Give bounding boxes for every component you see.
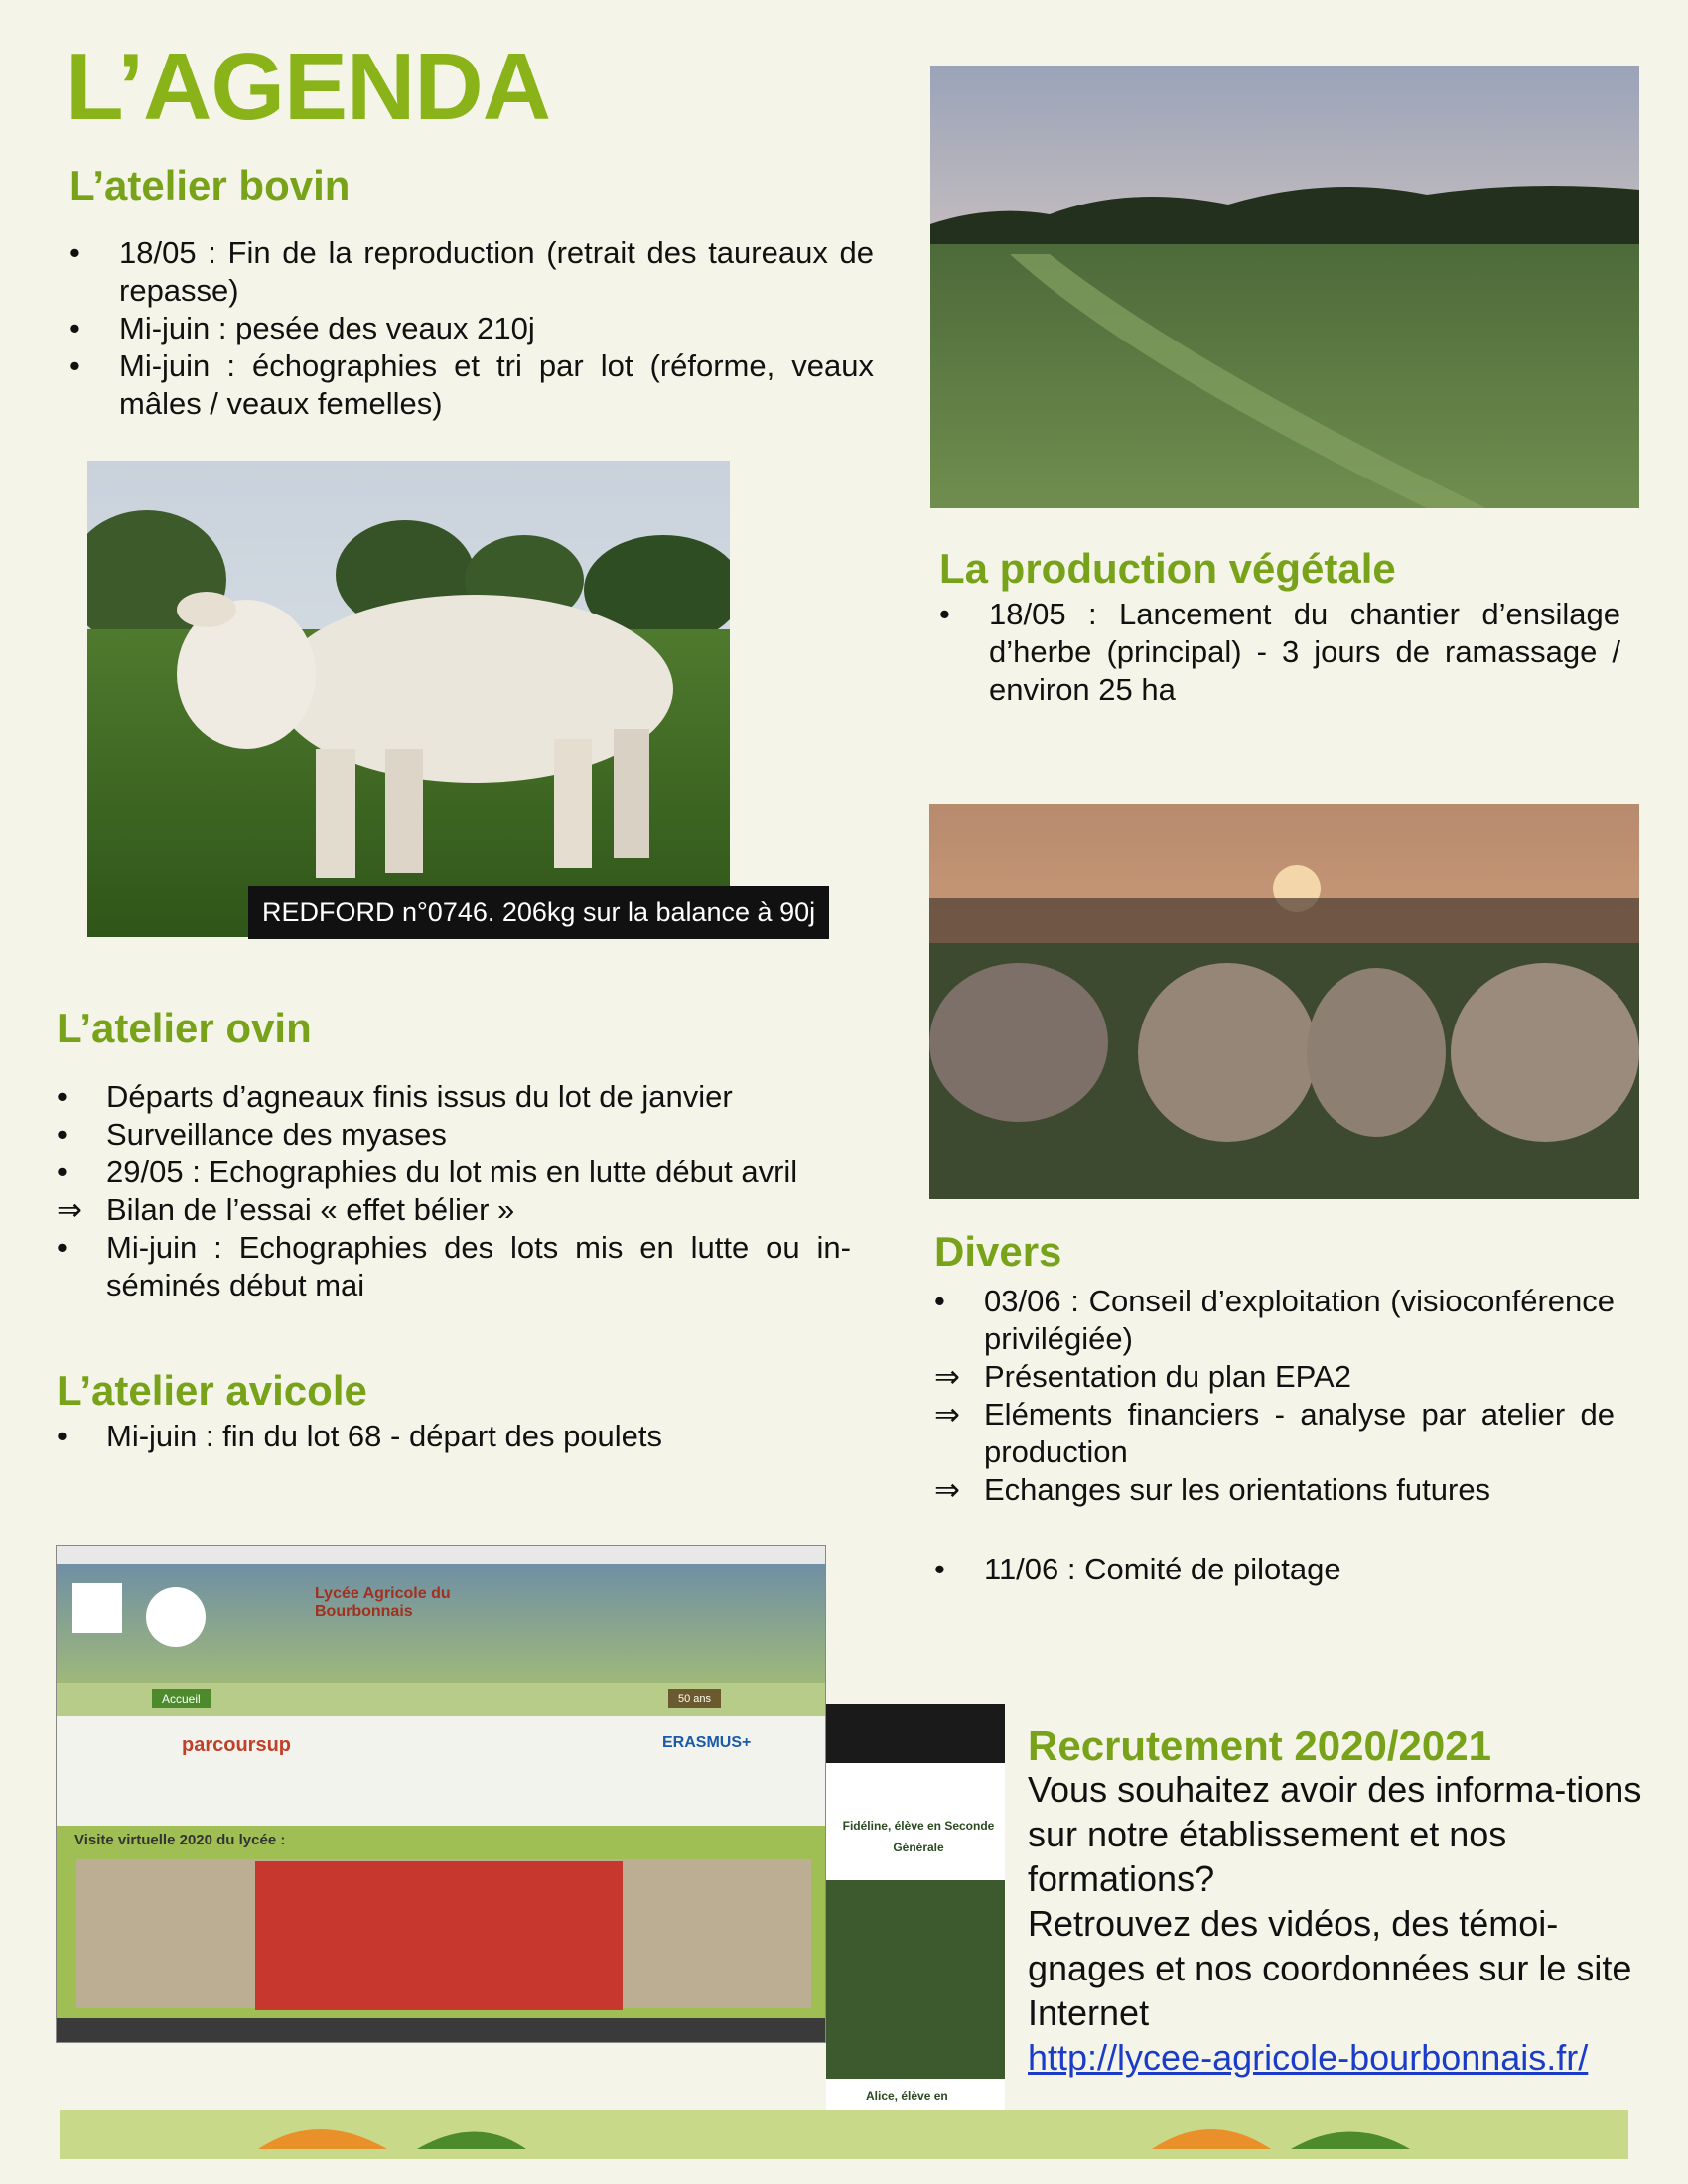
list-item: • 29/05 : Echographies du lot mis en lutte début avril [57, 1155, 798, 1189]
parcoursup-logo: parcoursup [182, 1734, 292, 1756]
video-caption-1: Fidéline, élève en Seconde Générale [842, 1819, 995, 1854]
list-item: • 18/05 : Fin de la reproduction (retrait des taureaux de repasse) [70, 235, 874, 308]
vegetale-heading: La production végétale [939, 545, 1396, 592]
erasmus-logo: ERASMUS+ [662, 1734, 752, 1751]
avicole-list [57, 1418, 851, 1455]
avicole-heading: L’atelier avicole [57, 1367, 367, 1414]
website-screenshot [56, 1545, 826, 2043]
video-caption-2: Alice, élève en [866, 2089, 948, 2103]
footer-band [60, 2110, 1628, 2159]
bovin-heading: L’atelier bovin [70, 162, 351, 208]
list-item: ⇒ Echanges sur les orientations futures [934, 1472, 1491, 1507]
vegetale-list [939, 596, 1620, 709]
divers-heading: Divers [934, 1228, 1062, 1275]
divers-extra-list [934, 1551, 1615, 1588]
list-item: • Mi-juin : pesée des veaux 210j [70, 311, 535, 345]
list-item: ⇒ Eléments financiers - analyse par atelier de production [934, 1397, 1615, 1469]
calf-photo [87, 461, 730, 937]
recrutement-text [1028, 1767, 1643, 2080]
cattle-photo [929, 804, 1639, 1199]
list-item: • 11/06 : Comité de pilotage [934, 1552, 1341, 1586]
page-title: L’AGENDA [66, 34, 551, 140]
list-item: • Mi-juin : échographies et tri par lot (réforme, veaux mâles / veaux femelles) [70, 348, 874, 421]
ovin-list [57, 1078, 851, 1304]
list-item: • Mi-juin : fin du lot 68 - départ des poulets [57, 1419, 663, 1453]
video-screenshot [826, 1704, 1005, 2111]
recrutement-line-1: Vous souhaitez avoir des informa-tions sur notre établissement et nos formations? [1028, 1769, 1642, 1899]
website-link[interactable]: http://lycee-agricole-bourbonnais.fr/ [1028, 2037, 1589, 2078]
divers-list [934, 1283, 1615, 1509]
list-item: • Départs d’agneaux finis issus du lot de janvier [57, 1079, 733, 1114]
list-item: • 18/05 : Lancement du chantier d’ensilage d’herbe (principal) - 3 jours de ramassage / environ 25 ha [939, 597, 1620, 707]
field-photo [930, 66, 1639, 508]
visite-label: Visite virtuelle 2020 du lycée : [74, 1832, 286, 1848]
list-item: ⇒ Bilan de l’essai « effet bélier » [57, 1192, 515, 1227]
nav-home: Accueil [152, 1689, 211, 1708]
recrutement-heading: Recrutement 2020/2021 [1028, 1722, 1491, 1769]
list-item: • Mi-juin : Echographies des lots mis en lutte ou in-séminés début mai [57, 1230, 851, 1302]
bovin-list [70, 234, 874, 423]
ovin-heading: L’atelier ovin [57, 1005, 312, 1051]
lycee-name: Lycée Agricole du Bourbonnais [315, 1585, 451, 1620]
list-item: ⇒ Présentation du plan EPA2 [934, 1359, 1351, 1394]
list-item: • Surveillance des myases [57, 1117, 447, 1152]
recrutement-line-2: Retrouvez des vidéos, des témoi-gnages et nos coordonnées sur le site Internet [1028, 1903, 1632, 2033]
list-item: • 03/06 : Conseil d’exploitation (visioconférence privilégiée) [934, 1284, 1615, 1356]
badge: 50 ans [668, 1689, 721, 1708]
photo-caption: REDFORD n°0746. 206kg sur la balance à 90j [248, 886, 829, 939]
